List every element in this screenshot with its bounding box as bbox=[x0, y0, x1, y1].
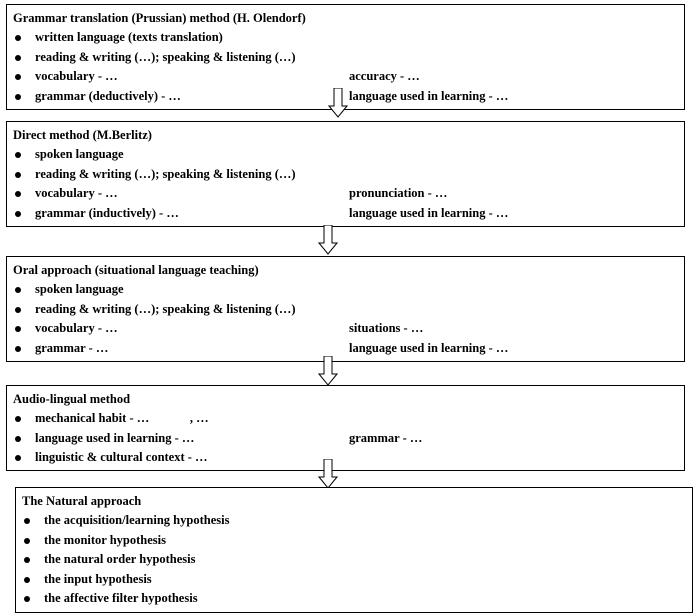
list-item bbox=[13, 184, 678, 204]
list-item bbox=[13, 280, 678, 300]
item-text: linguistic & cultural context - … bbox=[35, 450, 208, 464]
method-title: The Natural approach bbox=[22, 494, 142, 508]
item-text: grammar - … bbox=[35, 340, 109, 355]
down-arrow-icon bbox=[318, 356, 338, 386]
method-box-direct bbox=[6, 121, 685, 227]
down-arrow-icon bbox=[328, 88, 348, 118]
method-title: Direct method (M.Berlitz) bbox=[13, 128, 152, 142]
item-text: the acquisition/learning hypothesis bbox=[44, 513, 230, 527]
item-text: reading & writing (…); speaking & listening (…) bbox=[35, 49, 296, 64]
list-item bbox=[13, 48, 678, 68]
item-text: grammar (deductively) - … bbox=[35, 88, 181, 103]
bullet-icon bbox=[24, 518, 30, 524]
list-item bbox=[13, 429, 678, 449]
list-item bbox=[13, 204, 678, 224]
list-item bbox=[13, 28, 678, 48]
item-text: spoken language bbox=[35, 147, 124, 161]
bullet-icon bbox=[15, 35, 21, 41]
bullet-icon bbox=[15, 191, 21, 197]
method-title: Audio-lingual method bbox=[13, 392, 131, 406]
item-text-right: situations - … bbox=[349, 321, 424, 335]
list-item bbox=[22, 550, 686, 570]
bullet-icon bbox=[15, 326, 21, 332]
item-text: spoken language bbox=[35, 282, 124, 296]
list-item bbox=[13, 409, 678, 429]
bullet-icon bbox=[15, 172, 21, 178]
list-item bbox=[22, 511, 686, 531]
item-text: vocabulary - … bbox=[35, 69, 118, 83]
list-item bbox=[13, 300, 678, 320]
item-text-right: language used in learning - … bbox=[349, 340, 509, 355]
item-text: the monitor hypothesis bbox=[44, 532, 167, 547]
list-item bbox=[13, 165, 678, 185]
item-text-right: pronunciation - … bbox=[349, 186, 448, 200]
list-item bbox=[13, 339, 678, 359]
item-text: vocabulary - … bbox=[35, 321, 118, 335]
item-text-right: accuracy - … bbox=[349, 69, 420, 83]
bullet-icon bbox=[15, 152, 21, 158]
list-item bbox=[22, 531, 686, 551]
bullet-icon bbox=[24, 577, 30, 583]
bullet-icon bbox=[15, 416, 21, 422]
item-text-right: language used in learning - … bbox=[349, 88, 509, 103]
list-item bbox=[13, 145, 678, 165]
bullet-icon bbox=[24, 557, 30, 563]
item-text: the input hypothesis bbox=[44, 571, 152, 586]
bullet-icon bbox=[15, 211, 21, 217]
list-item bbox=[13, 67, 678, 87]
bullet-icon bbox=[15, 436, 21, 442]
list-item bbox=[22, 589, 686, 609]
item-text: reading & writing (…); speaking & listening (…) bbox=[35, 301, 296, 316]
item-text: the affective filter hypothesis bbox=[44, 591, 198, 605]
item-text: grammar (inductively) - … bbox=[35, 205, 179, 220]
method-title: Grammar translation (Prussian) method (H. Olendorf) bbox=[13, 11, 306, 25]
method-title: Oral approach (situational language teaching) bbox=[13, 263, 259, 277]
item-text-right: language used in learning - … bbox=[349, 205, 509, 220]
bullet-icon bbox=[15, 94, 21, 100]
item-text: mechanical habit - … , … bbox=[35, 411, 209, 425]
method-box-audio-lingual bbox=[6, 385, 685, 471]
down-arrow-icon bbox=[318, 225, 338, 255]
bullet-icon bbox=[15, 455, 21, 461]
bullet-icon bbox=[15, 74, 21, 80]
item-text: language used in learning - … bbox=[35, 430, 195, 445]
item-text: vocabulary - … bbox=[35, 186, 118, 200]
method-box-natural-approach bbox=[15, 487, 693, 613]
bullet-icon bbox=[15, 346, 21, 352]
item-text: reading & writing (…); speaking & listening (…) bbox=[35, 166, 296, 181]
item-text-right: grammar - … bbox=[349, 430, 423, 445]
bullet-icon bbox=[15, 287, 21, 293]
down-arrow-icon bbox=[318, 459, 338, 489]
item-text: the natural order hypothesis bbox=[44, 552, 196, 566]
list-item bbox=[22, 570, 686, 590]
list-item bbox=[13, 319, 678, 339]
item-text: written language (texts translation) bbox=[35, 30, 223, 44]
bullet-icon bbox=[24, 538, 30, 544]
list-item bbox=[13, 448, 678, 468]
bullet-icon bbox=[15, 307, 21, 313]
method-box-oral-approach bbox=[6, 256, 685, 362]
bullet-icon bbox=[24, 596, 30, 602]
bullet-icon bbox=[15, 55, 21, 61]
